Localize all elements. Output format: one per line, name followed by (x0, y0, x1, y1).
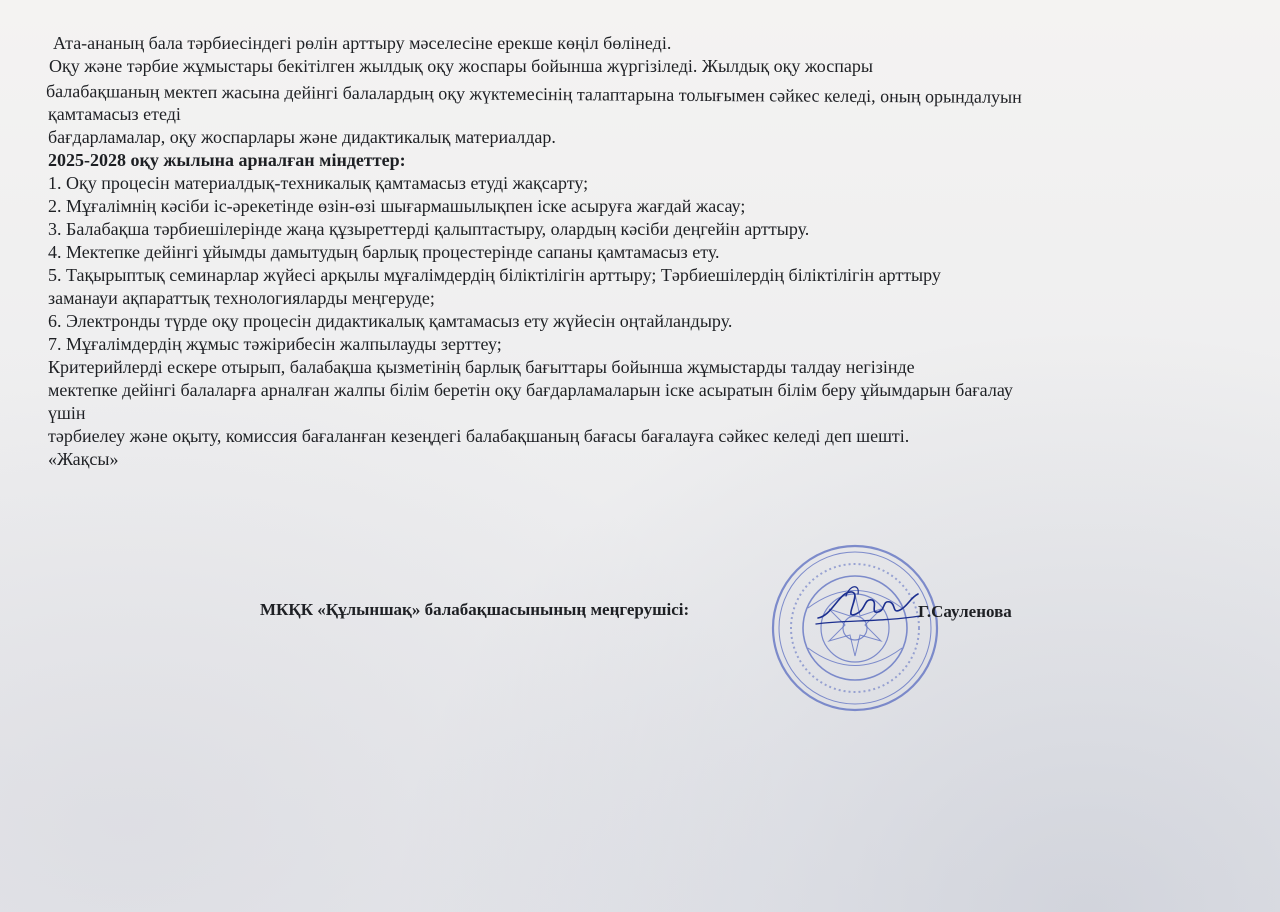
task-item: 2. Мұғалімнің кәсіби іс-әрекетінде өзін-өзі шығармашылықпен іске асыруға жағдай жасау; (48, 196, 746, 216)
task-item: 6. Электронды түрде оқу процесін дидактикалық қамтамасыз ету жүйесін оңтайландыру. (48, 311, 733, 331)
paragraph-line: Оқу және тәрбие жұмыстары бекітілген жылдық оқу жоспары бойынша жүргізіледі. Жылдық оқу жоспары (49, 56, 873, 76)
paragraph-line: мектепке дейінгі балаларға арналған жалпы білім беретін оқу бағдарламаларын іске асыратын білім беру ұйымдарын бағалау (48, 380, 1013, 400)
paragraph-line: бағдарламалар, оқу жоспарлары және дидактикалық материалдар. (48, 127, 556, 147)
paragraph-line: балабақшаның мектеп жасына дейінгі балалардың оқу жүктемесінің талаптарына толығымен сәйкес келеді, оның орындалуын (45, 81, 1022, 107)
paragraph-line: қамтамасыз етеді (48, 104, 181, 124)
task-item: 7. Мұғалімдердің жұмыс тәжірибесін жалпылауды зерттеу; (48, 334, 502, 354)
task-item: 3. Балабақша тәрбиешілерінде жаңа құзыреттерді қалыптастыру, олардың кәсіби деңгейін арттыру. (48, 219, 810, 239)
tasks-heading: 2025-2028 оқу жылына арналған міндеттер: (48, 150, 406, 170)
task-item: 1. Оқу процесін материалдық-техникалық қамтамасыз етуді жақсарту; (48, 173, 589, 193)
paragraph-line: Ата-ананың бала тәрбиесіндегі рөлін арттыру мәселесіне ерекше көңіл бөлінеді. (53, 33, 672, 53)
signature-name: Г.Сауленова (918, 602, 1012, 621)
task-item: Критерийлерді ескере отырып, балабақша қызметінің барлық бағыттары бойынша жұмыстарды талдау негізінде (48, 357, 915, 377)
signature-title: МКҚК «Құлыншақ» балабақшасынының меңгерушісі: (260, 600, 690, 619)
paragraph-line: «Жақсы» (48, 449, 119, 469)
task-item: 5. Тақырыптық семинарлар жүйесі арқылы мұғалімдердің біліктілігін арттыру; Тәрбиешілердің біліктілігін арттыру (48, 265, 941, 285)
paragraph-line: тәрбиелеу және оқыту, комиссия бағаланған кезеңдегі балабақшаның бағасы бағалауға сәйкес келеді деп шешті. (48, 426, 910, 446)
task-item: заманауи ақпараттық технологияларды меңгеруде; (48, 288, 435, 308)
paragraph-line: үшін (48, 403, 86, 423)
task-item: 4. Мектепке дейінгі ұйымды дамытудың барлық процестерінде сапаны қамтамасыз ету. (48, 242, 720, 262)
handwritten-signature-icon (812, 580, 922, 630)
